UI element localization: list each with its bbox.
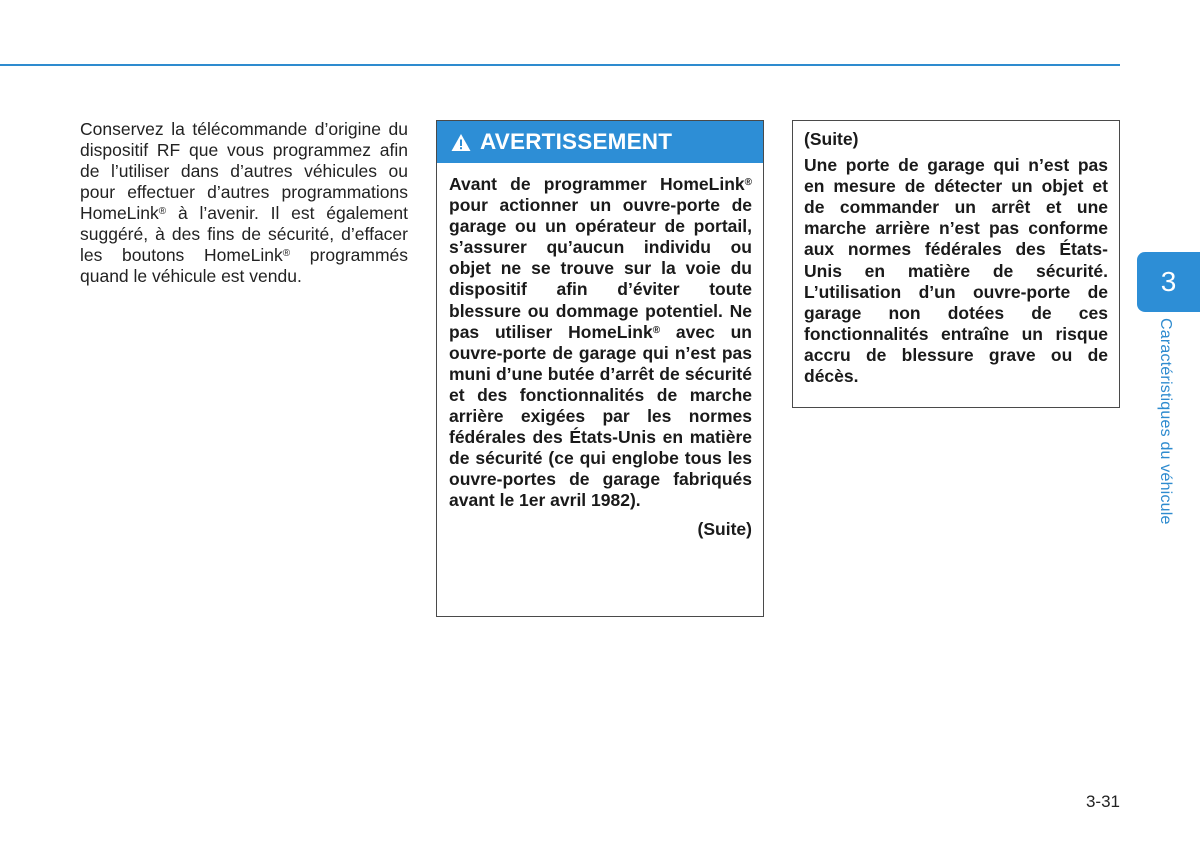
intro-paragraph <box>80 119 408 287</box>
warning-title: AVERTISSEMENT <box>480 129 673 154</box>
registered-mark: ® <box>158 206 167 217</box>
page-number: 3-31 <box>1085 792 1120 811</box>
warning-continued-label: (Suite) <box>697 518 752 539</box>
warning-text-2: pour actionner un ouvre-porte de garage ou un opérateur de portail, s’assurer qu’aucun individu ou objet ne se trouve sur la voie du dispositif afin d’éviter toute blessure ou dommage potentiel. Ne pas utiliser HomeLink <box>449 195 752 342</box>
warning-text-3: avec un ouvre-porte de garage qui n’est pas muni d’une butée d’arrêt de sécurité et des fonctionnalités de marche arrière exigées par les normes fédérales des États-Unis en matière de sécurité (ce qui englobe tous les ouvre-portes de garage fabriqués avant le 1er avril 1982). <box>449 321 752 511</box>
registered-mark: ® <box>282 248 291 259</box>
header-rule <box>0 64 1120 66</box>
warning-header <box>437 121 763 163</box>
continuation-heading: (Suite) <box>804 129 859 149</box>
continuation-text: Une porte de garage qui n’est pas en mesure de détecter un objet et de commander un arrêt et une marche arrière n’est pas conforme aux normes fédérales des États-Unis en matière de sécurité. L’utilisation d’un ouvre-porte de garage non dotées de ces fonctionnalités entraîne un risque accru de blessure grave ou de décès. <box>804 155 1108 387</box>
warning-triangle-icon <box>451 133 471 152</box>
intro-text-1: Conservez la télécommande d’origine du dispositif RF que vous programmez afin de l’utiliser dans d’autres véhicules ou pour effectuer d’autres programmations HomeLink <box>80 119 408 223</box>
registered-mark: ® <box>744 177 752 188</box>
chapter-label: Caractéristiques du véhicule <box>1157 318 1174 525</box>
continuation-box <box>792 120 1120 408</box>
warning-text-1: Avant de programmer HomeLink <box>449 174 745 194</box>
registered-mark: ® <box>652 324 661 336</box>
warning-text <box>437 163 763 540</box>
intro-text-2: à l’avenir. Il est également suggéré, à des fins de sécurité, d’effacer les boutons HomeLink <box>80 203 408 265</box>
warning-box <box>436 120 764 617</box>
chapter-tab <box>1137 252 1200 312</box>
chapter-number: 3 <box>1160 266 1177 297</box>
intro-text-3: programmés quand le véhicule est vendu. <box>80 245 409 286</box>
